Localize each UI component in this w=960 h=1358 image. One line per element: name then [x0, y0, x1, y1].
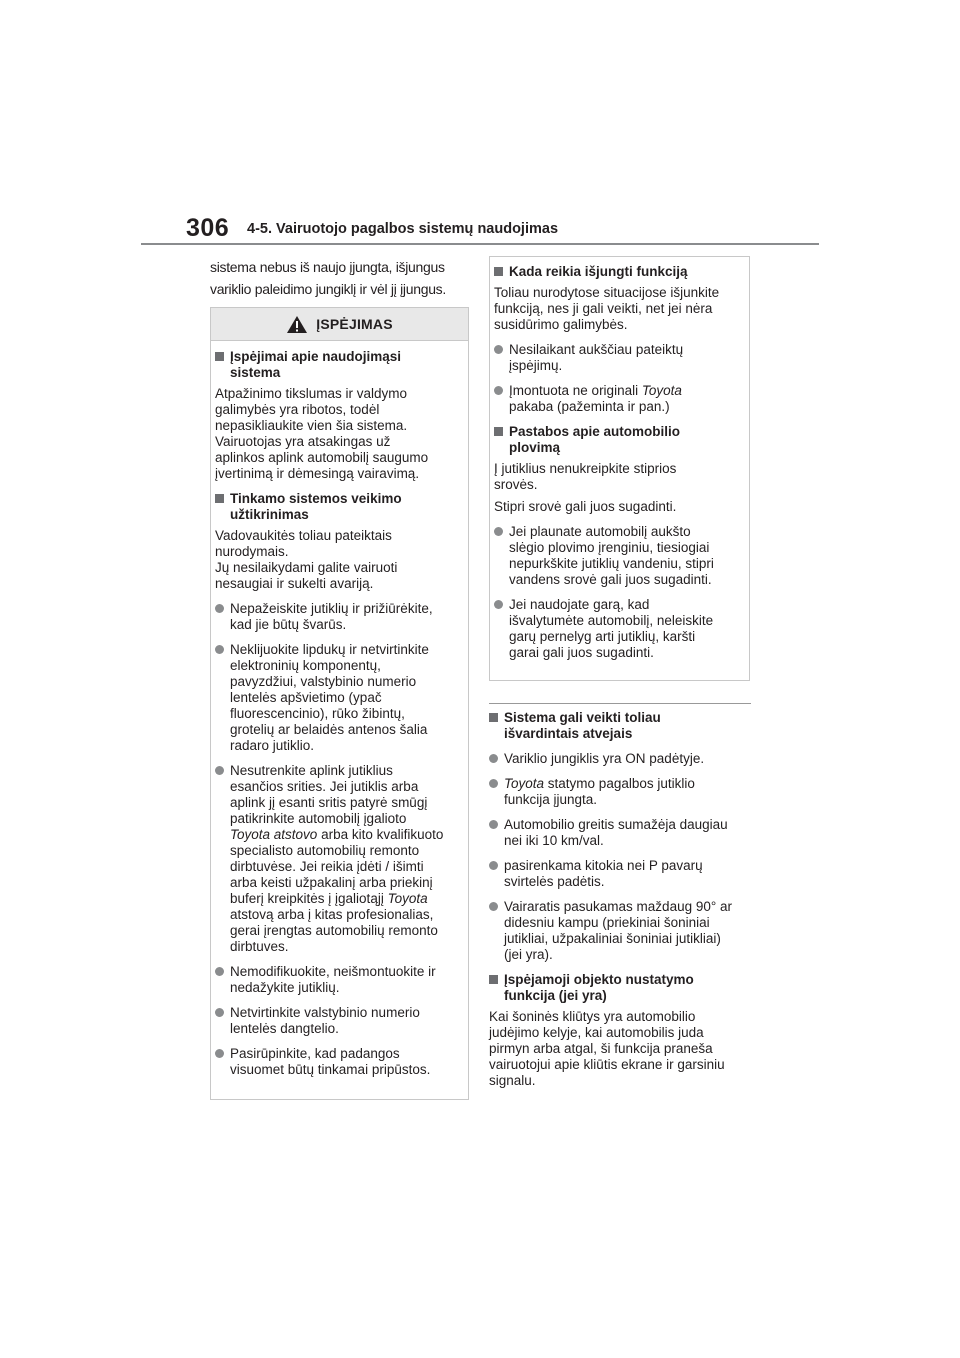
list-item: Neklijuokite lipdukų ir netvirtinkite elektroninių komponentų, pavyzdžiui, valstybinio numerio lentelės apšvietimo (ypač fluorescencinio), rūko žibintų, grotelių ar belaidės antenos šalia radaro jutiklio.	[215, 642, 457, 754]
round-bullet-icon	[215, 645, 224, 654]
round-bullet-icon	[494, 345, 503, 354]
paragraph: Stipri srovė gali juos sugadinti.	[494, 499, 677, 514]
round-bullet-icon	[494, 600, 503, 609]
square-bullet-icon	[494, 427, 503, 436]
section-heading: Pastabos apie automobilio plovimą	[494, 424, 738, 456]
round-bullet-icon	[494, 527, 503, 536]
info-body	[490, 257, 749, 661]
paragraph: Vadovaukitės toliau pateiktais nurodymais. Jų nesilaikydami galite vairuoti nesaugiai ir sukelti avariją.	[215, 528, 398, 591]
round-bullet-icon	[489, 820, 498, 829]
round-bullet-icon	[215, 1008, 224, 1017]
list-item: Pasirūpinkite, kad padangos visuomet būtų tinkamai pripūstos.	[215, 1046, 457, 1078]
right-column	[489, 703, 751, 1089]
intro-paragraph: sistema nebus iš naujo įjungta, išjungus variklio paleidimo jungiklį ir vėl jį įjungus.	[210, 259, 446, 297]
paragraph: Toliau nurodytose situacijose išjunkite funkciją, nes ji gali veikti, net jei nėra susidūrimo galimybės.	[494, 285, 720, 332]
warning-header	[211, 308, 468, 341]
list-item: Įmontuota ne originali Toyota pakaba (pažeminta ir pan.)	[494, 383, 738, 415]
list-item: Vairaratis pasukamas maždaug 90° ar didesniu kampu (priekiniai šoniniai jutikliai, užpakaliniai šoniniai jutikliai) (jei yra).	[489, 899, 751, 963]
list-item: Netvirtinkite valstybinio numerio lentelės dangtelio.	[215, 1005, 457, 1037]
list-item: Nesilaikant aukščiau pateiktų įspėjimų.	[494, 342, 738, 374]
list-item: Nepažeiskite jutiklių ir prižiūrėkite, kad jie būtų švarūs.	[215, 601, 457, 633]
list-item: Nesutrenkite aplink jutiklius esančios srities. Jei jutiklis arba aplink jį esanti sritis patyrė smūgį patikrinkite automobilį įgalioto Toyota atstovo arba kito kvalifikuoto specialisto automobilių remonto dirbtuvėse. Jei reikia įdėti / išimti arba keisti užpakalinį arba priekinį buferį kreipkitės į įgaliotąjį Toyota atstovą arba į kitas profesionalias, gerai įrengtas automobilių remonto dirbtuves.	[215, 763, 457, 955]
round-bullet-icon	[489, 779, 498, 788]
section-heading: Įspėjamoji objekto nustatymo funkcija (jei yra)	[489, 972, 751, 1004]
list-item: Jei naudojate garą, kad išvalytumėte automobilį, neleiskite garų pernelyg arti jutiklių, karšti garai gali juos sugadinti.	[494, 597, 738, 661]
round-bullet-icon	[489, 754, 498, 763]
warning-title: ĮSPĖJIMAS	[316, 316, 393, 332]
paragraph: Į jutiklius nenukreipkite stiprios srovės.	[494, 461, 677, 492]
round-bullet-icon	[494, 386, 503, 395]
round-bullet-icon	[215, 1049, 224, 1058]
section-heading: Kada reikia išjungti funkciją	[494, 264, 738, 280]
warning-triangle-icon	[286, 315, 308, 334]
page-number: 306	[186, 214, 230, 242]
header-divider	[141, 243, 819, 245]
round-bullet-icon	[489, 861, 498, 870]
list-item: Toyota statymo pagalbos jutiklio funkcija įjungta.	[489, 776, 751, 808]
round-bullet-icon	[215, 766, 224, 775]
square-bullet-icon	[489, 975, 498, 984]
chapter-title: 4-5. Vairuotojo pagalbos sistemų naudojimas	[247, 221, 559, 237]
round-bullet-icon	[215, 967, 224, 976]
list-item: Jei plaunate automobilį aukšto slėgio plovimo įrenginiu, tiesiogiai nepurkškite jutiklių vandeniu, stipri vandens srovė gali juos sugadinti.	[494, 524, 738, 588]
section-heading: Sistema gali veikti toliau išvardintais atvejais	[489, 710, 751, 742]
square-bullet-icon	[215, 494, 224, 503]
warning-box	[210, 307, 469, 1100]
list-item: Variklio jungiklis yra ON padėtyje.	[489, 751, 751, 767]
section-heading: Įspėjimai apie naudojimąsi sistema	[215, 349, 457, 381]
list-item: pasirenkama kitokia nei P pavarų svirtelės padėtis.	[489, 858, 751, 890]
paragraph: Atpažinimo tikslumas ir valdymo galimybės yra ribotos, todėl nepasikliaukite vien šia sistema. Vairuotojas yra atsakingas už aplinkos aplink automobilį saugumo įvertinimą ir dėmesingą vairavimą.	[215, 386, 429, 481]
round-bullet-icon	[489, 902, 498, 911]
info-box	[489, 256, 750, 681]
warning-body	[211, 341, 468, 1078]
square-bullet-icon	[215, 352, 224, 361]
paragraph: Kai šoninės kliūtys yra automobilio judėjimo kelyje, kai automobilis juda pirmyn arba atgal, ši funkcija praneša vairuotojui apie kliūtis ekrane ir garsiniu signalu.	[489, 1009, 725, 1088]
list-item: Nemodifikuokite, neišmontuokite ir nedažykite jutiklių.	[215, 964, 457, 996]
section-heading: Tinkamo sistemos veikimo užtikrinimas	[215, 491, 457, 523]
square-bullet-icon	[494, 267, 503, 276]
square-bullet-icon	[489, 713, 498, 722]
list-item: Automobilio greitis sumažėja daugiau nei iki 10 km/val.	[489, 817, 751, 849]
round-bullet-icon	[215, 604, 224, 613]
